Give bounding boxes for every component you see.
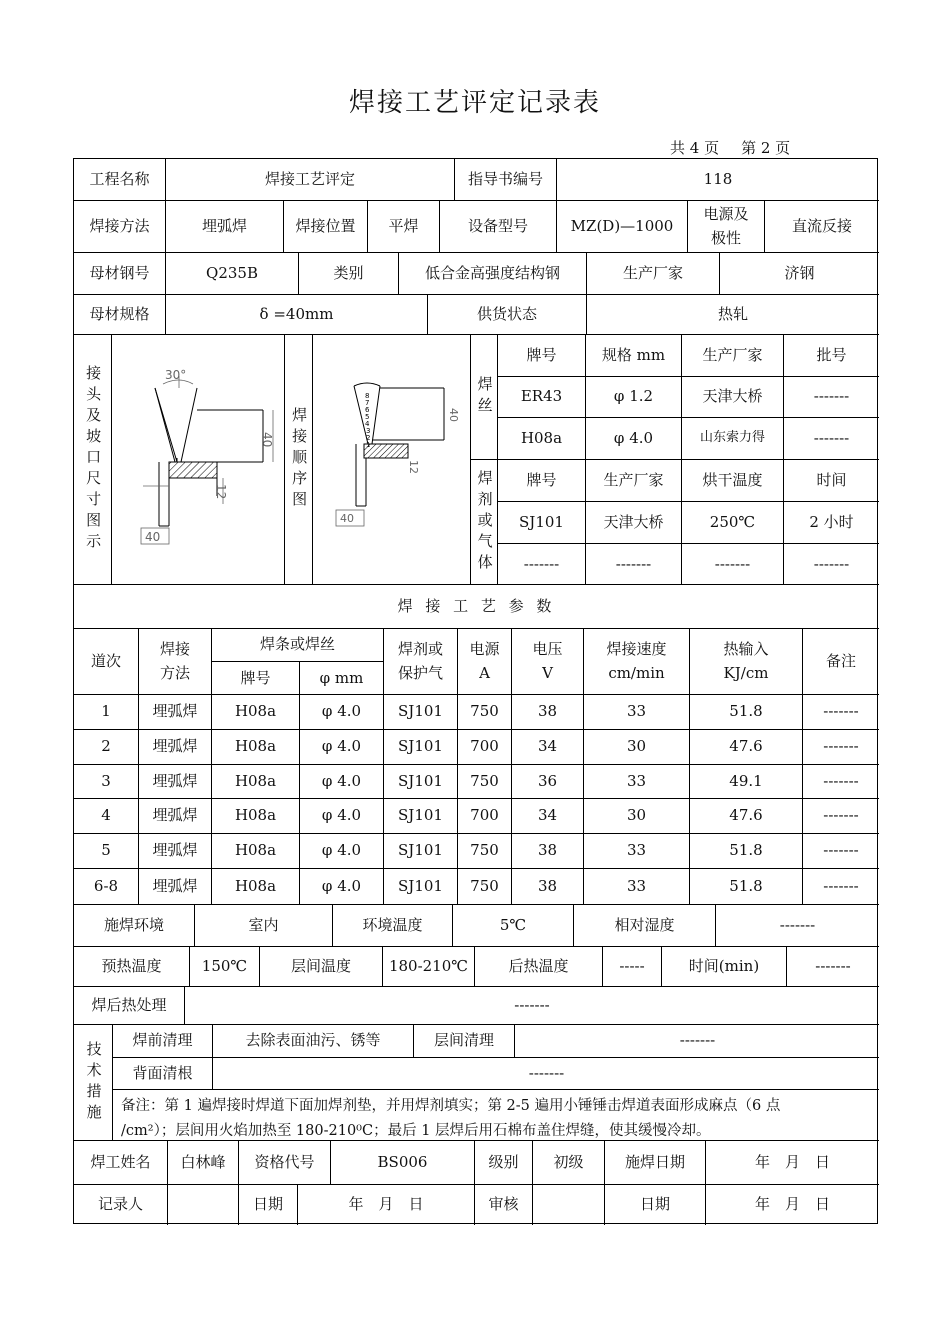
equipment-label: 设备型号 [439,201,556,252]
wire-row [497,377,879,418]
joint-label-cell [74,335,111,584]
preheat-label: 预热温度 [101,956,162,975]
pass-number-3: 3 [365,426,370,435]
wire-batch: ------- [783,377,879,417]
wire-header-row [497,335,879,377]
param-remark: ------- [802,834,879,868]
param-heat: 51.8 [689,869,802,904]
postheat-value: ----- [602,947,661,986]
angle-label: 30° [165,367,187,382]
h-grade: 牌号 [211,662,299,695]
row-steel [74,253,879,295]
pass-number-2: 2 [365,433,370,442]
page-total: 共 4 页 [670,139,720,157]
flux-maker: ------- [585,544,681,585]
equipment-value: MZ(D)—1000 [556,201,687,252]
joint-drawing [113,336,283,584]
wire-size: φ 1.2 [585,377,681,417]
param-current: 700 [457,730,511,764]
param-row [74,869,879,905]
wire-grade: ER43 [497,377,585,417]
grade-label: 级别 [474,1141,532,1184]
param-flux: SJ101 [383,834,457,868]
pwht-value: ------- [184,987,879,1024]
joint-label: 接头及坡口尺寸图示 [84,365,103,554]
wire-row [497,418,879,460]
flux-h-maker: 生产厂家 [585,460,681,501]
param-heat: 51.8 [689,834,802,868]
review-label: 审核 [474,1185,532,1225]
maker-value: 济钢 [719,253,879,294]
tech-label-cell [74,1025,112,1140]
flux-time: 2 小时 [783,502,879,543]
flux-row [497,502,879,544]
flux-time: ------- [783,544,879,585]
param-dia: φ 4.0 [299,695,383,729]
joint-drawing-cell [111,335,284,584]
temp-label: 环境温度 [332,905,452,946]
sequence-drawing [314,336,470,584]
tech-block [74,1025,879,1141]
humid-value: ------- [715,905,879,946]
wire-maker: 天津大桥 [681,377,783,417]
param-method: 埋弧焊 [138,695,211,729]
date2-value: 年 月 日 [705,1185,879,1225]
date-value: 年 月 日 [297,1185,474,1225]
back-label: 背面清根 [132,1063,193,1082]
param-voltage: 36 [511,765,583,798]
pre-clean-label: 焊前清理 [132,1031,193,1050]
humid-label: 相对湿度 [573,905,715,946]
h-method-line2: 方法 [159,663,190,682]
h-method [138,629,211,694]
param-remark: ------- [802,730,879,764]
pwht-label: 焊后热处理 [91,995,167,1014]
param-heat: 51.8 [689,695,802,729]
param-voltage: 38 [511,695,583,729]
spec-label: 母材规格 [89,304,150,323]
h-flux-line1: 焊剂或 [397,640,443,659]
supply-value: 热轧 [586,295,879,334]
welder-value: 白林峰 [167,1141,238,1184]
row-welder [74,1141,879,1185]
flux-label: 焊剂或气体 [475,470,494,575]
dim-40-bottom: 40 [145,529,161,544]
flux-dry-temp: 250℃ [681,502,783,543]
param-pass: 4 [101,806,111,825]
param-voltage: 38 [511,869,583,904]
param-remark: ------- [802,695,879,729]
param-pass: 2 [101,737,111,756]
param-pass: 3 [101,771,111,790]
wire-label-cell [470,335,497,460]
h-voltage-line2: V [542,663,553,682]
param-grade: H08a [211,730,299,764]
method-value: 埋弧焊 [165,201,283,252]
wps-no-label: 指导书编号 [454,159,556,200]
row-pwht [74,987,879,1025]
param-pass: 5 [101,841,111,860]
param-remark: ------- [802,765,879,798]
h-speed-line2: cm/min [608,663,665,682]
pass-number-stack [365,392,370,449]
category-value: 低合金高强度结构钢 [398,253,586,294]
param-flux: SJ101 [383,765,457,798]
params-title-row [74,585,879,629]
tech-row-back [112,1058,879,1090]
param-speed: 30 [583,799,689,833]
row-spec [74,295,879,335]
cert-label: 资格代号 [238,1141,330,1184]
date2-label: 日期 [604,1185,705,1225]
date-label: 日期 [238,1185,297,1225]
h-rod: 焊条或焊丝 [211,629,383,662]
wire-label: 焊丝 [475,376,494,418]
wire-h-batch: 批号 [783,335,879,376]
h-dia: φ mm [299,662,383,695]
param-grade: H08a [211,695,299,729]
param-pass: 1 [101,702,111,721]
param-row [74,765,879,799]
param-speed: 33 [583,695,689,729]
spec-value: δ =40mm [165,295,427,334]
wire-h-maker: 生产厂家 [681,335,783,376]
h-current-line1: 电源 [469,640,500,659]
param-grade: H08a [211,799,299,833]
page-info [670,137,812,158]
h-heat-line2: KJ/cm [723,663,769,682]
recorder-label: 记录人 [97,1195,143,1214]
h-current [457,629,511,694]
h-flux [383,629,457,694]
position-label: 焊接位置 [283,201,367,252]
param-remark: ------- [802,799,879,833]
param-method: 埋弧焊 [138,730,211,764]
flux-grade: SJ101 [497,502,585,543]
param-dia: φ 4.0 [299,730,383,764]
param-grade: H08a [211,765,299,798]
param-voltage: 34 [511,730,583,764]
row-heat [74,947,879,987]
param-dia: φ 4.0 [299,765,383,798]
interpass-label: 层间温度 [259,947,382,986]
time-value: ------- [786,947,879,986]
param-current: 750 [457,765,511,798]
postheat-label: 后热温度 [474,947,602,986]
param-remark: ------- [802,869,879,904]
param-flux: SJ101 [383,869,457,904]
h-speed-line1: 焊接速度 [606,640,667,659]
param-speed: 30 [583,730,689,764]
weld-date-value: 年 月 日 [705,1141,879,1184]
param-current: 750 [457,834,511,868]
project-value: 焊接工艺评定 [165,159,454,200]
h-pass: 道次 [90,651,121,670]
param-row [74,695,879,730]
param-method: 埋弧焊 [138,869,211,904]
drawing-block [74,335,879,585]
param-method: 埋弧焊 [138,765,211,798]
param-row [74,834,879,869]
param-voltage: 34 [511,799,583,833]
h-voltage [511,629,583,694]
time-label: 时间(min) [661,947,786,986]
tech-note [112,1090,879,1141]
param-current: 750 [457,695,511,729]
param-dia: φ 4.0 [299,869,383,904]
param-speed: 33 [583,765,689,798]
inter-clean-value: ------- [514,1025,880,1057]
h-flux-line2: 保护气 [397,663,443,682]
h-method-line1: 焊接 [159,640,190,659]
param-row [74,799,879,834]
seq-dim-40-right: 40 [446,407,460,422]
flux-maker: 天津大桥 [585,502,681,543]
param-heat: 47.6 [689,730,802,764]
h-heat-line1: 热输入 [723,640,769,659]
note-line-1: 备注：第 1 遍焊接时焊道下面加焊剂垫，并用焊剂填实；第 2-5 遍用小锤锤击焊道表面形成麻点（6 点 [121,1098,781,1114]
wire-maker: 山东索力得 [681,418,783,459]
temp-value: 5℃ [452,905,573,946]
row-method [74,201,879,253]
steel-value: Q235B [165,253,298,294]
interpass-value: 180-210℃ [382,947,474,986]
wire-h-size: 规格 mm [585,335,681,376]
param-grade: H08a [211,834,299,868]
tech-label: 技术措施 [84,1040,103,1125]
recorder-value [167,1185,238,1225]
dim-12: 12 [214,483,228,499]
materials-grid [497,335,879,585]
power-label-line1: 电源及 [703,205,749,224]
param-grade: H08a [211,869,299,904]
param-dia: φ 4.0 [299,834,383,868]
dim-40-right: 40 [260,431,274,447]
wire-batch: ------- [783,418,879,459]
flux-row [497,544,879,585]
sequence-label: 焊接顺序图 [290,407,309,512]
param-heat: 49.1 [689,765,802,798]
flux-h-time: 时间 [783,460,879,501]
supply-label: 供货状态 [427,295,586,334]
record-sheet [73,158,878,1224]
project-label: 工程名称 [89,169,150,188]
page-current: 第 2 页 [741,139,791,157]
category-label: 类别 [298,253,398,294]
param-current: 750 [457,869,511,904]
param-heat: 47.6 [689,799,802,833]
h-speed [583,629,689,694]
maker-label: 生产厂家 [586,253,719,294]
wire-size: φ 4.0 [585,418,681,459]
note-line-2: /cm²）；层间用火焰加热至 180-210⁰C；最后 1 层焊后用石棉布盖住焊缝，使其缓慢冷却。 [121,1123,711,1140]
weld-date-label: 施焊日期 [604,1141,705,1184]
wire-h-grade: 牌号 [497,335,585,376]
tech-row-clean [112,1025,879,1058]
param-flux: SJ101 [383,695,457,729]
param-speed: 33 [583,834,689,868]
param-speed: 33 [583,869,689,904]
steel-label: 母材钢号 [89,263,150,282]
wire-grade: H08a [497,418,585,459]
row-recorder [74,1185,879,1225]
flux-h-dry-temp: 烘干温度 [681,460,783,501]
params-title: 焊 接 工 艺 参 数 [397,596,556,615]
seq-dim-40-bottom: 40 [339,511,354,525]
pre-clean-value: 去除表面油污、锈等 [212,1025,413,1057]
position-value: 平焊 [367,201,439,252]
welder-label: 焊工姓名 [90,1152,151,1171]
param-pass: 6-8 [93,876,119,895]
sequence-drawing-cell [312,335,470,584]
method-label: 焊接方法 [89,216,150,235]
power-label-line2: 极性 [710,228,741,247]
pass-number-4: 4 [364,419,369,428]
param-flux: SJ101 [383,799,457,833]
param-voltage: 38 [511,834,583,868]
env-label: 施焊环境 [103,915,164,934]
flux-dry-temp: ------- [681,544,783,585]
param-method: 埋弧焊 [138,834,211,868]
h-remark: 备注 [802,629,879,694]
pass-number-7: 7 [364,398,369,407]
row-project [74,159,879,201]
back-value: ------- [212,1058,880,1089]
h-current-line2: A [479,663,490,682]
seq-dim-12: 12 [406,459,420,474]
inter-clean-label: 层间清理 [413,1025,514,1057]
flux-header-row [497,460,879,502]
sequence-label-cell [284,335,312,584]
param-current: 700 [457,799,511,833]
grade-value: 初级 [532,1141,604,1184]
param-flux: SJ101 [383,730,457,764]
flux-grade: ------- [497,544,585,585]
h-heat [689,629,802,694]
wps-no-value: 118 [556,159,879,200]
h-voltage-line1: 电压 [532,640,563,659]
env-value: 室内 [194,905,332,946]
param-dia: φ 4.0 [299,799,383,833]
pass-number-8: 8 [364,391,369,400]
power-value: 直流反接 [764,201,879,252]
pass-number-5: 5 [364,412,369,421]
document-title: 焊接工艺评定记录表 [348,88,601,118]
param-row [74,730,879,765]
power-label [687,201,764,252]
review-value [532,1185,604,1225]
params-header [74,629,879,695]
flux-h-grade: 牌号 [497,460,585,501]
cert-value: BS006 [330,1141,474,1184]
flux-label-cell [470,460,497,585]
preheat-value: 150℃ [189,947,259,986]
pass-number-6: 6 [364,405,369,414]
row-env [74,905,879,947]
param-method: 埋弧焊 [138,799,211,833]
